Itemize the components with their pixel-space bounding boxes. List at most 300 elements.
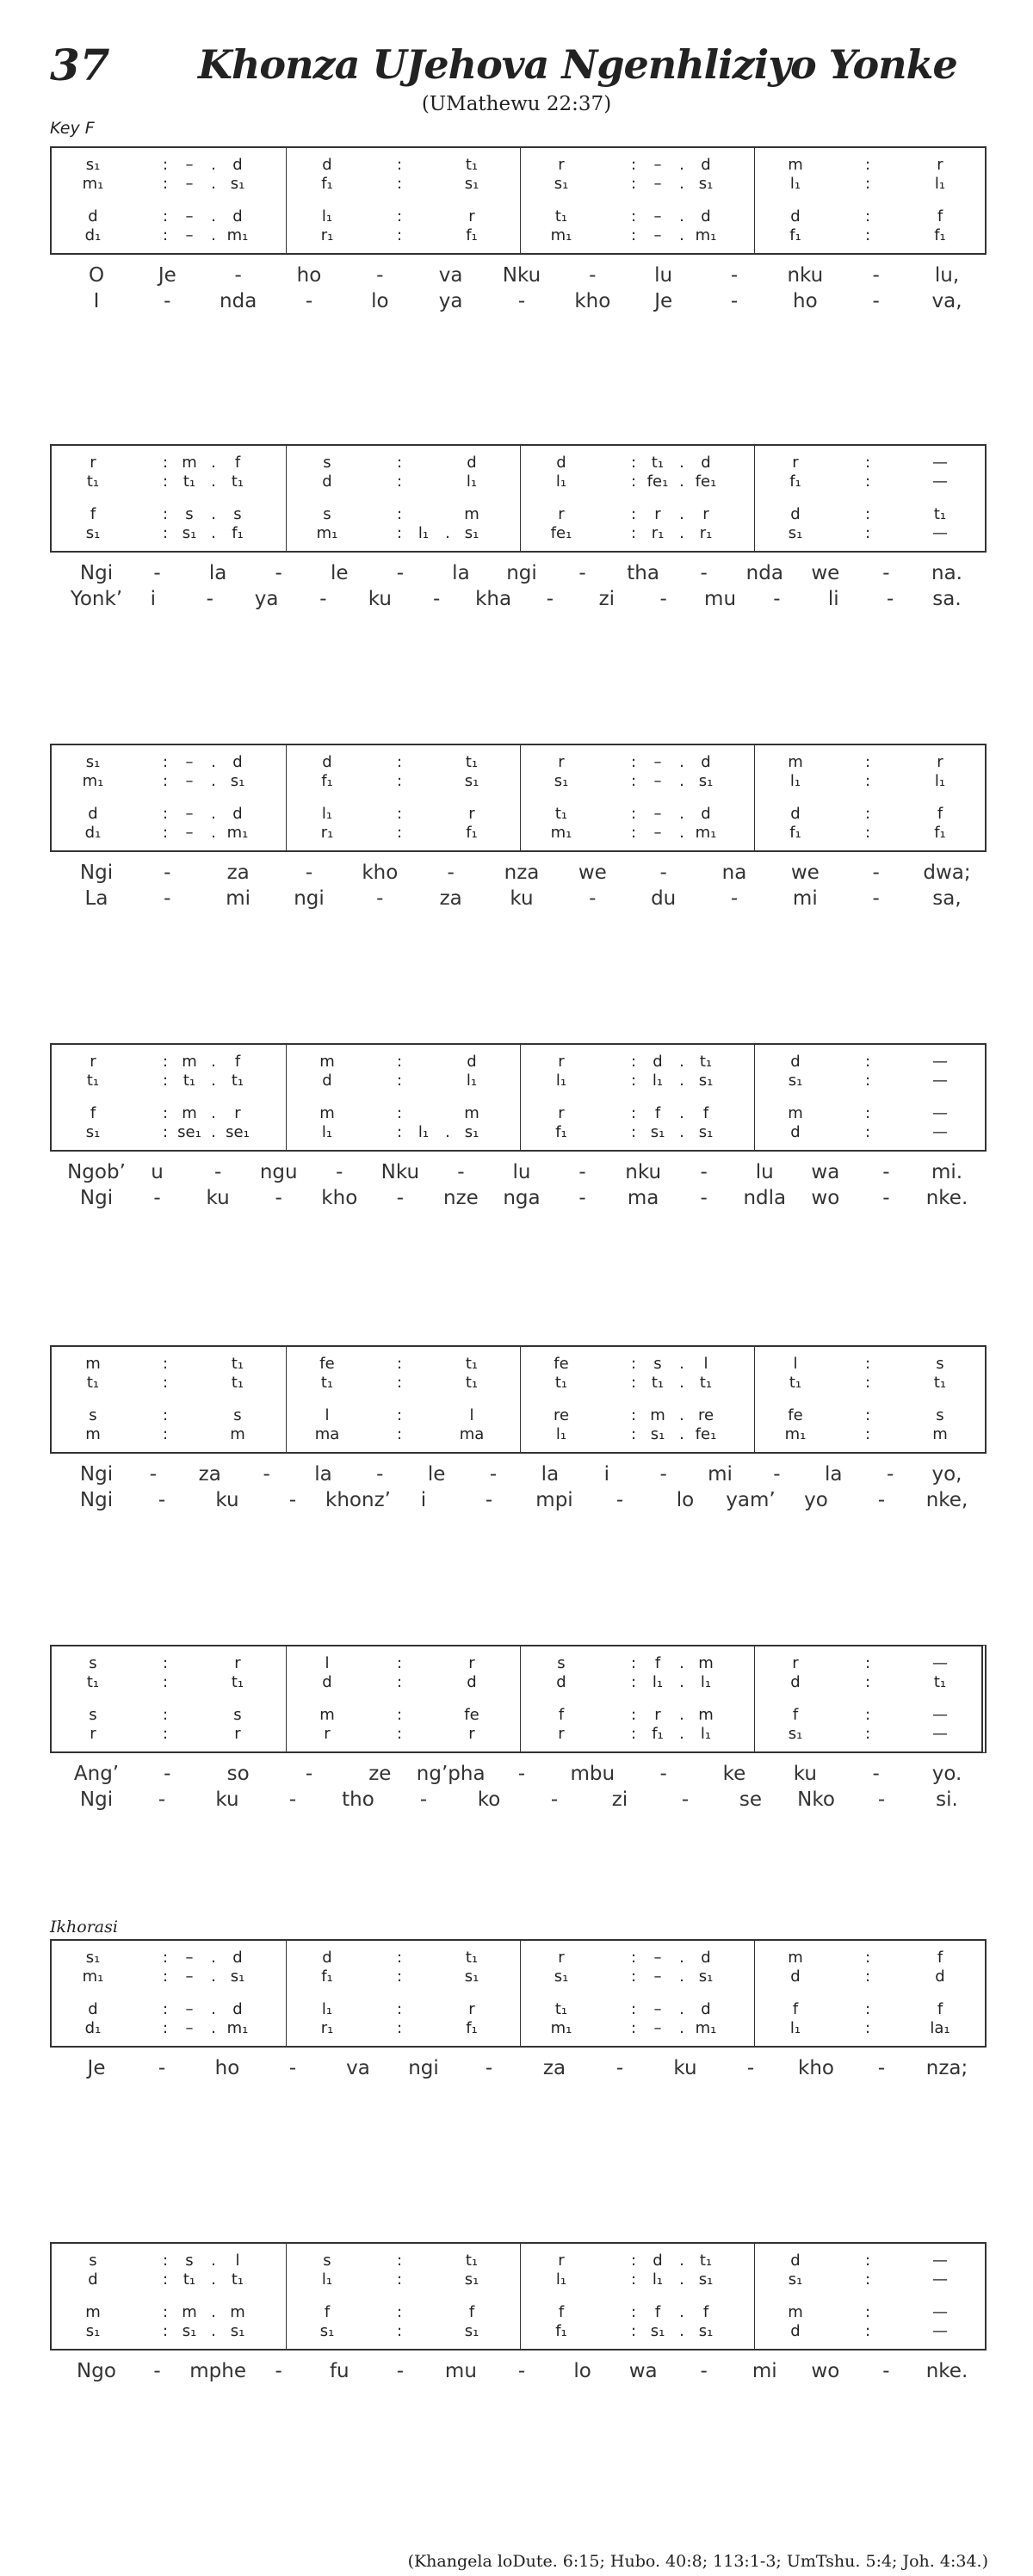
solfa-note: m₁: [316, 524, 338, 542]
solfa-note: t₁: [231, 1673, 244, 1691]
voice-row: [52, 2017, 985, 2040]
solfa-note: r₁: [320, 226, 334, 244]
solfa-note: :: [864, 2270, 871, 2289]
voice-row: [52, 1424, 985, 1446]
lyric-syllable: we: [578, 862, 607, 884]
solfa-note: s: [185, 2252, 194, 2270]
solfa-note: .: [211, 1072, 216, 1090]
solfa-note: .: [679, 805, 684, 823]
lyric-syllable: Nko: [797, 1788, 835, 1811]
solfa-note: s₁: [182, 2322, 197, 2340]
solfa-note: :: [162, 1654, 169, 1672]
lyric-syllable: Nku: [380, 1161, 420, 1183]
solfa-note: t₁: [554, 805, 568, 823]
solfa-note: .: [211, 505, 216, 523]
solfa-note: r: [468, 805, 475, 823]
solfa-note: d: [232, 1949, 243, 1967]
solfa-note: :: [162, 1374, 169, 1392]
solfa-note: d: [88, 2000, 98, 2018]
solfa-note: r: [234, 1654, 241, 1672]
lyric-syllable: mpi: [535, 1489, 573, 1511]
solfa-note: :: [864, 805, 871, 823]
solfa-note: l₁: [789, 772, 801, 790]
solfa-note: d: [232, 156, 243, 174]
lyric-syllable: -: [263, 1463, 270, 1486]
solfa-note: :: [864, 772, 871, 790]
lyric-syllable: kho: [798, 2057, 834, 2079]
solfa-note: –: [653, 156, 662, 174]
voice-row: [52, 1121, 985, 1144]
solfa-note: l₁: [466, 473, 478, 491]
staff-system: [50, 1043, 987, 1152]
solfa-note: s₁: [698, 175, 714, 193]
solfa-note: l₁: [418, 1123, 430, 1141]
lyric-line: [0, 1462, 1033, 1486]
lyric-syllable: va,: [931, 290, 962, 312]
staff-system: [50, 444, 987, 553]
lyric-syllable: -: [206, 588, 213, 610]
solfa-note: l₁: [652, 2270, 664, 2289]
solfa-note: f: [234, 454, 241, 472]
solfa-note: t₁: [554, 1374, 568, 1392]
lyric-syllable: Yonk’: [70, 588, 123, 610]
lyric-syllable: -: [376, 1463, 384, 1486]
solfa-note: –: [653, 753, 662, 771]
solfa-note: s₁: [85, 524, 101, 542]
solfa-note: :: [396, 1374, 403, 1392]
lyric-syllable: -: [730, 887, 739, 910]
solfa-note: s: [323, 2252, 331, 2270]
lyric-syllable: -: [882, 1187, 890, 1209]
solfa-note: .: [211, 2019, 216, 2037]
solfa-note: t₁: [231, 1374, 244, 1392]
lyric-syllable: fu: [329, 2360, 349, 2382]
solfa-note: :: [396, 1072, 403, 1090]
solfa-note: m₁: [550, 824, 572, 842]
lyric-syllable: -: [275, 1187, 282, 1209]
lyric-syllable: -: [153, 562, 161, 584]
lyric-syllable: zi: [598, 588, 615, 610]
solfa-note: s₁: [464, 1123, 479, 1141]
solfa-note: f: [558, 2303, 565, 2321]
solfa-note: m: [85, 1355, 101, 1373]
solfa-note: —: [932, 1725, 948, 1743]
lyric-syllable: li: [827, 588, 839, 610]
solfa-note: –: [653, 226, 662, 244]
solfa-note: l₁: [321, 1123, 333, 1141]
lyric-syllable: lu: [755, 1161, 774, 1183]
solfa-note: .: [679, 1425, 684, 1443]
solfa-note: f: [654, 1104, 661, 1122]
solfa-note: :: [864, 207, 871, 225]
lyric-syllable: -: [517, 1763, 526, 1785]
lyric-line: [0, 1160, 1033, 1184]
solfa-note: –: [653, 1968, 662, 1986]
lyric-syllable: ke: [722, 1763, 746, 1785]
solfa-note: m₁: [82, 175, 104, 193]
solfa-note: —: [932, 1053, 948, 1071]
song-number: 37: [50, 40, 110, 90]
solfa-note: m₁: [226, 2019, 249, 2037]
solfa-note: :: [630, 1104, 637, 1122]
solfa-note: m: [932, 1425, 948, 1443]
lyric-syllable: si.: [936, 1788, 958, 1811]
solfa-note: m: [182, 1053, 197, 1071]
solfa-note: m: [85, 1425, 101, 1443]
solfa-note: r: [468, 1725, 475, 1743]
solfa-note: :: [630, 1425, 637, 1443]
solfa-note: d: [653, 1053, 663, 1071]
solfa-note: m₁: [226, 226, 249, 244]
lyric-syllable: -: [877, 1489, 886, 1511]
lyric-syllable: -: [517, 290, 526, 312]
solfa-note: l₁: [321, 805, 333, 823]
solfa-note: f: [792, 2000, 799, 2018]
solfa-note: .: [679, 156, 684, 174]
lyric-syllable: -: [164, 887, 171, 910]
lyric-line: [0, 1788, 1033, 1812]
solfa-note: d: [467, 1053, 477, 1071]
lyric-syllable: mi: [226, 887, 251, 910]
solfa-note: :: [396, 505, 403, 523]
solfa-note: :: [396, 2270, 403, 2289]
solfa-note: –: [653, 2019, 662, 2037]
solfa-note: l: [469, 1406, 474, 1424]
solfa-note: r: [792, 1654, 799, 1672]
solfa-note: f: [792, 1706, 799, 1724]
solfa-note: m: [698, 1706, 714, 1724]
solfa-note: m₁: [82, 772, 104, 790]
solfa-note: s: [323, 505, 331, 523]
lyric-syllable: le: [427, 1463, 446, 1486]
solfa-note: f₁: [466, 824, 478, 842]
solfa-note: s₁: [698, 2322, 714, 2340]
solfa-note: s: [89, 2252, 97, 2270]
solfa-note: :: [864, 473, 871, 491]
lyric-syllable: ku: [368, 588, 392, 610]
solfa-note: :: [630, 524, 637, 542]
lyric-syllable: nze: [443, 1187, 479, 1209]
solfa-note: f: [558, 1706, 565, 1724]
lyric-syllable: -: [578, 1161, 586, 1183]
solfa-note: :: [396, 2019, 403, 2037]
solfa-note: t₁: [182, 2270, 196, 2289]
solfa-note: .: [211, 454, 216, 472]
solfa-note: d: [322, 1072, 332, 1090]
lyric-syllable: ndla: [743, 1187, 787, 1209]
solfa-note: s₁: [788, 1072, 803, 1090]
solfa-note: :: [396, 1949, 403, 1967]
lyric-syllable: -: [882, 2360, 890, 2382]
solfa-note: :: [162, 753, 169, 771]
solfa-note: t₁: [933, 1374, 947, 1392]
solfa-note: f₁: [321, 175, 333, 193]
solfa-note: :: [864, 2000, 871, 2018]
solfa-note: l: [235, 2252, 240, 2270]
lyric-syllable: -: [589, 887, 597, 910]
solfa-note: f₁: [232, 524, 244, 542]
solfa-note: d: [232, 753, 243, 771]
solfa-note: s₁: [464, 524, 479, 542]
lyric-syllable: nga: [503, 1187, 541, 1209]
lyric-syllable: i: [150, 588, 157, 610]
lyric-syllable: le: [331, 562, 349, 584]
solfa-note: .: [679, 2270, 684, 2289]
lyric-syllable: Nku: [502, 264, 541, 287]
lyric-syllable: Ngi: [79, 1463, 114, 1486]
solfa-note: :: [162, 1072, 169, 1090]
staff-system: [50, 744, 987, 852]
solfa-note: r: [937, 753, 943, 771]
solfa-note: r₁: [651, 524, 665, 542]
solfa-note: d: [790, 2252, 801, 2270]
solfa-note: d: [232, 2000, 243, 2018]
solfa-note: —: [932, 2270, 948, 2289]
solfa-note: .: [679, 772, 684, 790]
solfa-note: :: [630, 156, 637, 174]
solfa-note: :: [630, 473, 637, 491]
solfa-note: se₁: [177, 1123, 201, 1141]
lyric-syllable: -: [589, 264, 597, 287]
solfa-note: :: [396, 753, 403, 771]
solfa-note: t₁: [699, 2252, 713, 2270]
solfa-note: :: [162, 824, 169, 842]
solfa-note: .: [211, 1053, 216, 1071]
lyric-syllable: -: [288, 1788, 297, 1811]
solfa-note: :: [864, 1425, 871, 1443]
voice-row: [52, 822, 985, 844]
solfa-note: t₁: [699, 1053, 713, 1071]
lyric-syllable: la: [541, 1463, 560, 1486]
solfa-note: fe: [464, 1706, 479, 1724]
solfa-note: r: [558, 1949, 565, 1967]
solfa-note: :: [396, 824, 403, 842]
solfa-note: r: [558, 1725, 565, 1743]
solfa-note: .: [211, 1104, 216, 1122]
solfa-note: .: [679, 2000, 684, 2018]
chorus-label: Ikhorasi: [50, 1918, 118, 1937]
solfa-note: :: [396, 207, 403, 225]
solfa-note: fe₁: [695, 1425, 717, 1443]
solfa-note: s: [89, 1706, 97, 1724]
lyric-syllable: -: [158, 1788, 166, 1811]
solfa-note: :: [630, 1949, 637, 1967]
lyric-line: [0, 289, 1033, 313]
solfa-note: re: [553, 1406, 570, 1424]
lyric-syllable: ma: [627, 1187, 659, 1209]
lyric-line: [0, 561, 1033, 585]
lyric-syllable: Ngob’: [67, 1161, 126, 1183]
solfa-note: —: [932, 1072, 948, 1090]
solfa-note: s₁: [464, 2270, 479, 2289]
solfa-note: r: [937, 156, 943, 174]
solfa-note: m: [319, 1706, 335, 1724]
solfa-note: :: [630, 1072, 637, 1090]
solfa-note: :: [864, 156, 871, 174]
lyric-syllable: -: [376, 264, 384, 287]
solfa-note: f: [468, 2303, 475, 2321]
solfa-note: t₁: [651, 454, 665, 472]
solfa-note: s₁: [698, 772, 714, 790]
lyric-syllable: -: [158, 2057, 166, 2079]
solfa-note: ma: [459, 1425, 485, 1443]
lyric-syllable: -: [700, 1187, 708, 1209]
solfa-note: .: [679, 1949, 684, 1967]
solfa-note: f: [937, 1949, 943, 1967]
solfa-note: :: [396, 1654, 403, 1672]
lyric-line: [0, 886, 1033, 911]
solfa-note: :: [630, 1355, 637, 1373]
solfa-note: :: [396, 156, 403, 174]
solfa-note: :: [396, 2000, 403, 2018]
solfa-note: la₁: [930, 2019, 950, 2037]
solfa-note: d: [322, 1949, 332, 1967]
solfa-note: m: [85, 2303, 101, 2321]
lyric-syllable: kho: [362, 862, 399, 884]
solfa-note: d: [701, 207, 711, 225]
solfa-note: :: [630, 1654, 637, 1672]
solfa-note: s₁: [464, 2322, 479, 2340]
lyric-syllable: se: [739, 1788, 763, 1811]
lyric-syllable: mi: [792, 887, 818, 910]
lyric-syllable: -: [164, 290, 171, 312]
solfa-note: :: [630, 2000, 637, 2018]
solfa-note: t₁: [465, 2252, 479, 2270]
solfa-note: f₁: [789, 824, 801, 842]
solfa-note: :: [396, 2303, 403, 2321]
solfa-note: m: [788, 1949, 803, 1967]
solfa-note: d: [88, 805, 98, 823]
lyric-syllable: Je: [158, 264, 176, 287]
solfa-note: d₁: [84, 2019, 102, 2037]
solfa-note: s: [185, 505, 194, 523]
solfa-note: .: [679, 2303, 684, 2321]
solfa-note: l₁: [418, 524, 430, 542]
solfa-note: .: [211, 175, 216, 193]
lyric-syllable: ngi: [408, 2057, 439, 2079]
lyric-syllable: O: [88, 264, 105, 287]
solfa-note: :: [630, 226, 637, 244]
solfa-note: :: [396, 1355, 403, 1373]
lyric-line: [0, 1762, 1033, 1786]
lyric-syllable: -: [872, 290, 880, 312]
solfa-note: d: [556, 1673, 566, 1691]
lyric-syllable: nza: [504, 862, 540, 884]
solfa-note: :: [396, 524, 403, 542]
staff-system: [50, 1345, 987, 1454]
solfa-note: f: [937, 2000, 943, 2018]
solfa-note: l: [325, 1406, 330, 1424]
lyric-syllable: -: [886, 588, 894, 610]
solfa-note: s₁: [230, 772, 245, 790]
solfa-note: t₁: [554, 2000, 568, 2018]
staff-system: [50, 1645, 987, 1753]
lyric-syllable: -: [615, 1489, 624, 1511]
solfa-note: :: [396, 1425, 403, 1443]
solfa-note: s₁: [464, 1968, 479, 1986]
lyric-syllable: -: [882, 562, 890, 584]
solfa-note: :: [864, 1949, 871, 1967]
lyric-syllable: ho: [214, 2057, 240, 2079]
lyric-line: [0, 861, 1033, 885]
lyric-syllable: nke,: [925, 1489, 968, 1511]
solfa-note: :: [864, 175, 871, 193]
lyric-syllable: -: [396, 1187, 404, 1209]
solfa-note: :: [162, 1949, 169, 1967]
lyric-syllable: nku: [787, 264, 824, 287]
solfa-note: r: [90, 1053, 96, 1071]
solfa-note: f: [90, 505, 96, 523]
solfa-note: f: [654, 1654, 661, 1672]
solfa-note: .: [679, 1123, 684, 1141]
solfa-note: :: [162, 1706, 169, 1724]
solfa-note: d₁: [84, 226, 102, 244]
lyric-syllable: yo,: [931, 1463, 962, 1486]
solfa-note: –: [185, 2019, 194, 2037]
solfa-note: f₁: [789, 473, 801, 491]
lyric-syllable: -: [433, 588, 441, 610]
solfa-note: :: [864, 1355, 871, 1373]
solfa-note: :: [630, 454, 637, 472]
solfa-note: :: [864, 1104, 871, 1122]
solfa-note: t₁: [651, 1374, 665, 1392]
solfa-note: :: [396, 2322, 403, 2340]
lyric-syllable: ng’pha: [416, 1763, 486, 1785]
solfa-note: t₁: [320, 1374, 334, 1392]
solfa-note: d: [701, 753, 711, 771]
lyric-syllable: Ngi: [79, 1187, 114, 1209]
solfa-note: .: [679, 1706, 684, 1724]
solfa-note: r: [558, 2252, 565, 2270]
solfa-note: d: [790, 1053, 801, 1071]
lyric-syllable: -: [615, 2057, 624, 2079]
lyric-syllable: Ngi: [79, 1788, 114, 1811]
lyric-syllable: i: [603, 1463, 609, 1486]
solfa-note: :: [396, 772, 403, 790]
solfa-note: l₁: [789, 2019, 801, 2037]
lyric-syllable: du: [651, 887, 677, 910]
solfa-note: l₁: [652, 1072, 664, 1090]
solfa-note: –: [185, 824, 194, 842]
solfa-note: :: [630, 1673, 637, 1691]
solfa-note: .: [679, 175, 684, 193]
lyric-syllable: ku: [206, 1187, 230, 1209]
solfa-note: f₁: [321, 1968, 333, 1986]
lyric-syllable: -: [336, 1161, 343, 1183]
solfa-note: l₁: [789, 175, 801, 193]
lyric-syllable: -: [419, 1788, 428, 1811]
solfa-note: d: [790, 207, 801, 225]
solfa-note: t₁: [231, 1072, 244, 1090]
solfa-note: m: [788, 753, 803, 771]
solfa-note: :: [162, 1355, 169, 1373]
solfa-note: m: [230, 1425, 245, 1443]
solfa-note: f: [234, 1053, 241, 1071]
lyric-syllable: wo: [811, 2360, 840, 2382]
solfa-note: s₁: [230, 1968, 245, 1986]
solfa-note: .: [211, 1123, 216, 1141]
solfa-note: d: [935, 1968, 945, 1986]
solfa-note: :: [396, 1104, 403, 1122]
solfa-note: f₁: [555, 1123, 567, 1141]
lyric-syllable: zi: [611, 1788, 628, 1811]
lyric-syllable: -: [149, 1463, 158, 1486]
solfa-note: —: [932, 524, 948, 542]
lyric-line: [0, 1186, 1033, 1210]
lyric-syllable: -: [746, 2057, 755, 2079]
solfa-note: d: [701, 156, 711, 174]
lyric-syllable: -: [275, 2360, 282, 2382]
